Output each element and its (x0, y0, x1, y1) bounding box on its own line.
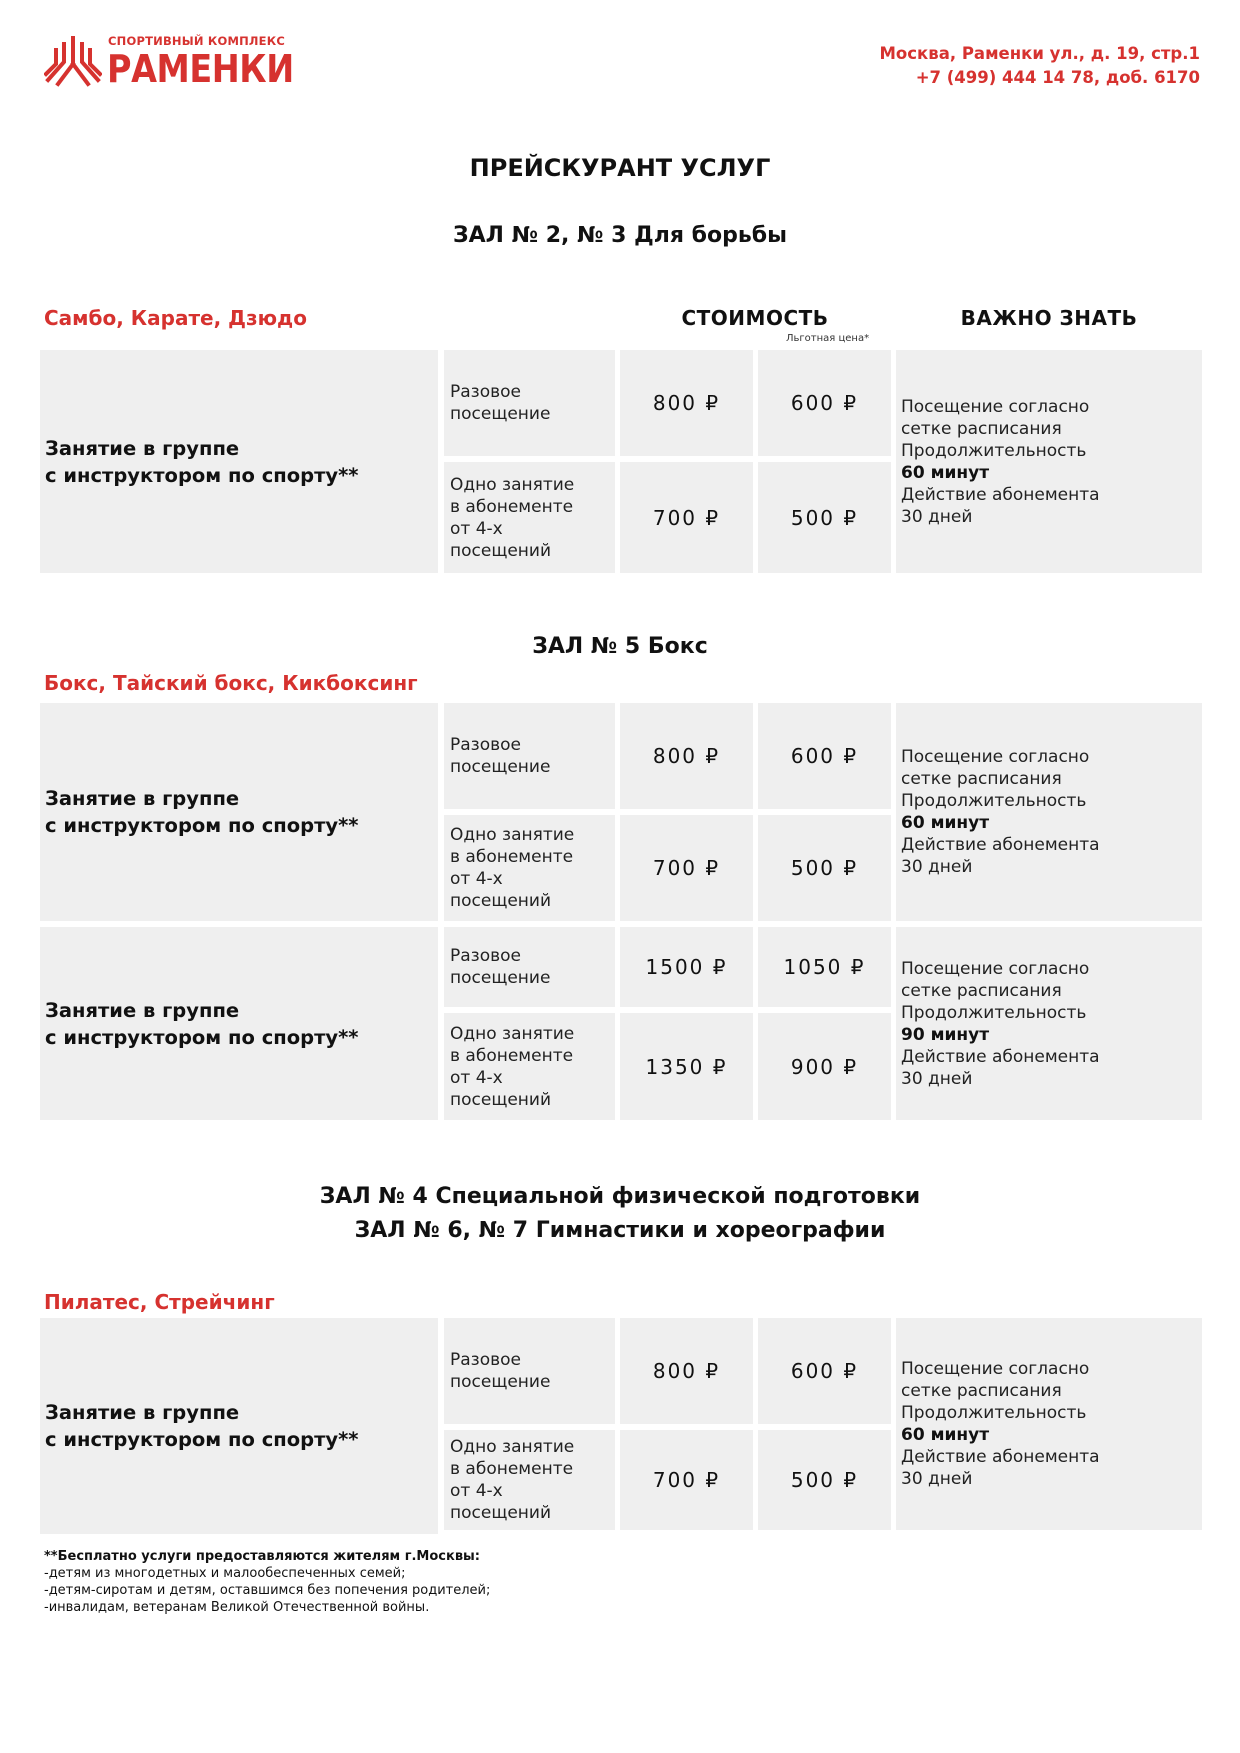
duration-value: 90 минут (901, 1024, 990, 1045)
category-title: Пилатес, Стрейчинг (44, 1290, 275, 1314)
discount-price-cell: 1050 ₽ (758, 927, 891, 1007)
price-cell: 700 ₽ (620, 462, 753, 573)
info-line: 30 дней (901, 857, 973, 877)
discount-price-cell: 500 ₽ (758, 1430, 891, 1530)
price-cell: 800 ₽ (620, 350, 753, 456)
discount-price-cell: 500 ₽ (758, 815, 891, 921)
visit-type-line: посещение (450, 1372, 551, 1392)
info-line: сетке расписания (901, 769, 1062, 789)
footnote-title: **Бесплатно услуги предоставляются жителям г.Москвы: (44, 1549, 481, 1564)
visit-type-line: в абонементе (450, 1459, 574, 1479)
hall-title-line: ЗАЛ № 4 Специальной физической подготовки (319, 1184, 921, 1209)
visit-type-line: в абонементе (450, 847, 574, 867)
footnote (44, 1548, 490, 1616)
info-line: Продолжительность (901, 440, 1087, 461)
footnote-item: -инвалидам, ветеранам Великой Отечественной войны. (44, 1600, 430, 1615)
contact-block (880, 42, 1200, 90)
info-line: Действие абонемента (901, 484, 1100, 505)
visit-type-line: от 4-х (450, 518, 503, 539)
duration-value: 60 минут (901, 1425, 990, 1445)
visit-type-line: посещение (450, 757, 551, 777)
visit-type-line: Одно занятие (450, 1437, 575, 1457)
hall-title-line: ЗАЛ № 5 Бокс (532, 634, 708, 659)
column-header-price: СТОИМОСТЬ (681, 306, 829, 330)
logo-name: РАМЕНКИ (107, 47, 294, 91)
important-info-cell (896, 703, 1202, 921)
visit-type-line: посещение (450, 404, 551, 424)
price-cell: 800 ₽ (620, 1318, 753, 1424)
visit-type-cell (444, 815, 615, 921)
page-title: ПРЕЙСКУРАНТ УСЛУГ (469, 154, 771, 182)
logo-mark-icon (44, 34, 102, 92)
service-cell (40, 1318, 438, 1534)
visit-type-line: посещений (450, 540, 552, 561)
discount-price-cell: 600 ₽ (758, 703, 891, 809)
visit-type-line: Разовое (450, 946, 521, 966)
hall-title-line: ЗАЛ № 2, № 3 Для борьбы (452, 223, 788, 248)
service-line: с инструктором по спорту** (45, 1025, 359, 1049)
discount-price-cell: 600 ₽ (758, 1318, 891, 1424)
visit-type-cell (444, 1318, 615, 1424)
service-line: с инструктором по спорту** (45, 463, 359, 487)
visit-type-cell (444, 703, 615, 809)
visit-type-cell (444, 462, 615, 573)
discount-price-cell: 600 ₽ (758, 350, 891, 456)
visit-type-line: Одно занятие (450, 474, 575, 495)
discount-price-cell: 900 ₽ (758, 1013, 891, 1120)
service-line: Занятие в группе (45, 1401, 240, 1424)
price-cell: 1500 ₽ (620, 927, 753, 1007)
visit-type-line: посещений (450, 1089, 552, 1110)
info-line: Посещение согласно (901, 747, 1090, 767)
info-line: 30 дней (901, 506, 973, 527)
visit-type-line: посещение (450, 968, 551, 988)
service-line: Занятие в группе (45, 436, 240, 460)
visit-type-line: от 4-х (450, 869, 503, 889)
visit-type-cell (444, 350, 615, 456)
info-line: Продолжительность (901, 1403, 1087, 1423)
visit-type-line: в абонементе (450, 1045, 574, 1066)
info-line: Действие абонемента (901, 835, 1100, 855)
visit-type-line: посещений (450, 891, 552, 911)
info-line: сетке расписания (901, 1381, 1062, 1401)
info-line: Посещение согласно (901, 1359, 1090, 1379)
contact-phone: +7 (499) 444 14 78, доб. 6170 (915, 68, 1200, 87)
service-cell (40, 350, 438, 573)
visit-type-line: Разовое (450, 735, 521, 755)
logo-subtitle: СПОРТИВНЫЙ КОМПЛЕКС (108, 34, 285, 48)
service-line: Занятие в группе (45, 787, 240, 810)
price-cell: 1350 ₽ (620, 1013, 753, 1120)
column-header-discount: Льготная цена* (786, 333, 870, 344)
visit-type-cell (444, 1013, 615, 1120)
info-line: Действие абонемента (901, 1447, 1100, 1467)
important-info-cell (896, 927, 1202, 1120)
column-header-important: ВАЖНО ЗНАТЬ (960, 306, 1138, 330)
category-title: Бокс, Тайский бокс, Кикбоксинг (44, 671, 418, 695)
service-line: с инструктором по спорту** (45, 1428, 359, 1451)
visit-type-line: от 4-х (450, 1067, 503, 1088)
service-line: Занятие в группе (45, 998, 240, 1022)
info-line: сетке расписания (901, 980, 1062, 1001)
visit-type-line: посещений (450, 1503, 552, 1523)
info-line: Действие абонемента (901, 1046, 1100, 1067)
visit-type-line: Разовое (450, 382, 521, 402)
info-line: Посещение согласно (901, 958, 1090, 979)
duration-value: 60 минут (901, 813, 990, 833)
visit-type-cell (444, 1430, 615, 1530)
price-cell: 700 ₽ (620, 815, 753, 921)
important-info-cell (896, 1318, 1202, 1530)
duration-value: 60 минут (901, 462, 990, 483)
price-cell: 800 ₽ (620, 703, 753, 809)
contact-address: Москва, Раменки ул., д. 19, стр.1 (879, 44, 1200, 63)
visit-type-cell (444, 927, 615, 1007)
visit-type-line: Одно занятие (450, 1023, 575, 1044)
service-cell (40, 703, 438, 921)
footnote-item: -детям из многодетных и малообеспеченных семей; (44, 1566, 406, 1581)
service-cell (40, 927, 438, 1120)
hall-title (0, 1180, 1240, 1248)
info-line: Продолжительность (901, 791, 1087, 811)
footnote-item: -детям-сиротам и детям, оставшимся без попечения родителей; (44, 1583, 491, 1598)
hall-title (0, 219, 1240, 253)
visit-type-line: в абонементе (450, 496, 574, 517)
visit-type-line: Разовое (450, 1350, 521, 1370)
important-info-cell (896, 350, 1202, 573)
price-cell: 700 ₽ (620, 1430, 753, 1530)
info-line: 30 дней (901, 1068, 973, 1089)
info-line: Посещение согласно (901, 396, 1090, 417)
visit-type-line: Одно занятие (450, 825, 575, 845)
info-line: сетке расписания (901, 418, 1062, 439)
hall-title (0, 630, 1240, 664)
category-title: Самбо, Карате, Дзюдо (44, 306, 307, 330)
info-line: Продолжительность (901, 1002, 1087, 1023)
visit-type-line: от 4-х (450, 1481, 503, 1501)
service-line: с инструктором по спорту** (45, 814, 359, 837)
discount-price-cell: 500 ₽ (758, 462, 891, 573)
info-line: 30 дней (901, 1469, 973, 1489)
hall-title-line: ЗАЛ № 6, № 7 Гимнастики и хореографии (354, 1218, 886, 1243)
